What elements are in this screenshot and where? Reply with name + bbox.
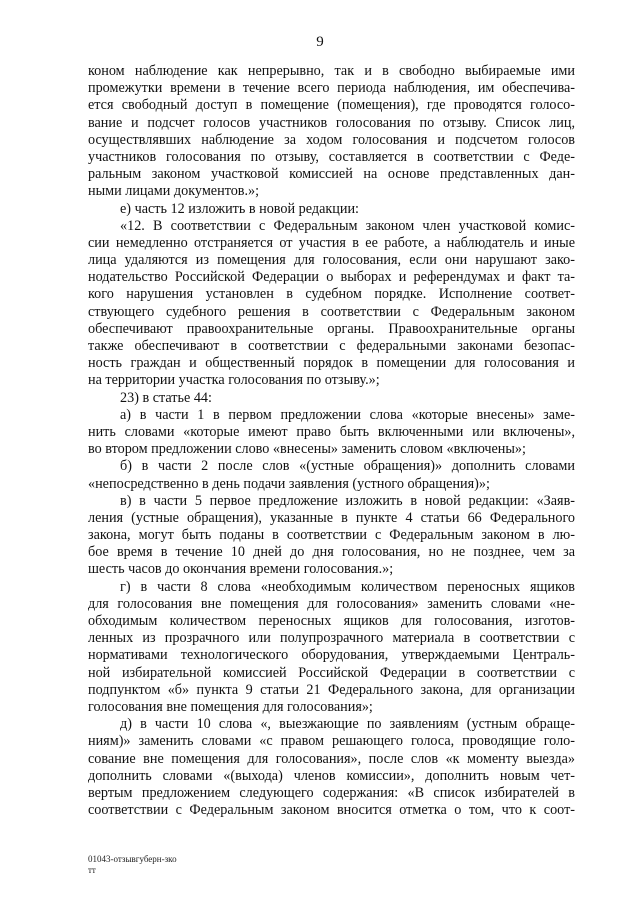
- text-line-18: ность граждан и общественный порядок в помещении для голосования и: [88, 355, 575, 372]
- text-line-7: ральным законом участковой комиссией на основе представленных дан-: [88, 166, 575, 183]
- text-line-4: вание и подсчет голосов участников голосования по отзыву. Список лиц,: [88, 114, 575, 131]
- text-line-3: ется свободный доступ в помещение (помещения), где проводятся голосо-: [88, 97, 575, 114]
- text-line-44: соответствии с Федеральным законом вносится отметка о том, что к соот-: [88, 802, 575, 819]
- text-line-29: бое время в течение 10 дней до дня голосования, но не позднее, чем за: [88, 544, 575, 561]
- text-line-17: также обеспечивают в соответствии с федеральными законами безопас-: [88, 338, 575, 354]
- text-line-40: ниям)» заменить словами «с правом решающего голоса, проводящие голо-: [88, 733, 575, 750]
- text-line-38: голосования вне помещения для голосования»;: [88, 698, 373, 715]
- text-line-33: обходимым количеством переносных ящиков для голосования, изготов-: [88, 613, 575, 629]
- text-line-28: закона, могут быть поданы в соответствии с Федеральным законом в лю-: [88, 527, 575, 544]
- text-line-39: д) в части 10 слова «, выезжающие по заявлениям (устным обраще-: [120, 716, 575, 733]
- text-line-30: шесть часов до окончания времени голосования.»;: [88, 561, 394, 578]
- text-line-2: промежутки времени в течение всего периода наблюдения, им обеспечива-: [88, 80, 575, 97]
- text-line-20: 23) в статье 44:: [120, 389, 212, 406]
- text-line-23: во втором предложении слово «внесены» заменить словом «включены»;: [88, 441, 526, 458]
- text-line-21: а) в части 1 в первом предложении слова «которые внесены» заме-: [120, 406, 575, 423]
- footer-file-code: 01043-отзывгуберн-зко: [88, 854, 177, 864]
- text-line-15: ствующего судебного решения в соответствии с Федеральным законом: [88, 303, 575, 320]
- text-line-35: нормативами технологического оборудования, утверждаемыми Централь-: [88, 647, 575, 664]
- text-line-16: обеспечивают правоохранительные органы. Правоохранительные органы: [88, 320, 575, 337]
- text-line-9: е) часть 12 изложить в новой редакции:: [120, 200, 359, 217]
- text-line-32: для голосования вне помещения для голосования» заменить словами «не-: [88, 595, 575, 612]
- text-line-22: нить словами «которые имеют право быть включенными или включены»,: [88, 423, 575, 440]
- document-body: [88, 63, 575, 819]
- text-line-31: г) в части 8 слова «необходимым количеством переносных ящиков: [120, 578, 575, 595]
- text-line-43: вертым предложением следующего содержания: «В список избирателей в: [88, 784, 575, 801]
- page-number: 9: [316, 34, 324, 50]
- text-line-11: сии немедленно отстраняется от участия в ее работе, а наблюдатель и иные: [88, 234, 575, 251]
- text-line-41: сование вне помещения для голосования», после слов «к моменту выезда»: [88, 750, 575, 767]
- text-line-34: ленных из прозрачного или полупрозрачного материала в соответствии с: [88, 630, 575, 647]
- text-line-36: ной избирательной комиссией Российской Федерации в соответствии с: [88, 664, 575, 681]
- text-line-6: участников голосования по отзыву, составляется в соответствии с Феде-: [88, 148, 575, 165]
- text-line-14: кого нарушения установлен в судебном порядке. Исполнение соответ-: [88, 286, 575, 303]
- text-line-42: дополнить словами «(выхода) членов комиссии», дополнить новым чет-: [88, 767, 575, 784]
- text-line-19: на территории участка голосования по отзыву.»;: [88, 372, 380, 389]
- text-line-13: нодательство Российской Федерации о выборах и референдумах и факт та-: [88, 269, 575, 286]
- text-line-10: «12. В соответствии с Федеральным законом член участковой комис-: [120, 217, 575, 234]
- text-line-25: «непосредственно в день подачи заявления (устного обращения)»;: [88, 475, 490, 492]
- text-line-26: в) в части 5 первое предложение изложить в новой редакции: «Заяв-: [120, 492, 575, 509]
- text-line-1: коном наблюдение как непрерывно, так и в свободно выбираемые ими: [88, 63, 575, 79]
- text-line-24: б) в части 2 после слов «(устные обращения)» дополнить словами: [120, 458, 575, 475]
- text-line-37: подпунктом «б» пункта 9 статьи 21 Федерального закона, для организации: [88, 681, 575, 698]
- text-line-8: ными лицами документов.»;: [88, 183, 260, 200]
- text-line-5: осуществлявших наблюдение за ходом голосования и подсчетом голосов: [88, 131, 575, 148]
- footer-initials: тт: [88, 865, 96, 875]
- document-footer: [88, 854, 177, 876]
- text-line-27: ления (устные обращения), указанные в пункте 4 статьи 66 Федерального: [88, 509, 575, 526]
- text-line-12: лица удаляются из помещения для голосования, если они нарушают зако-: [88, 252, 575, 269]
